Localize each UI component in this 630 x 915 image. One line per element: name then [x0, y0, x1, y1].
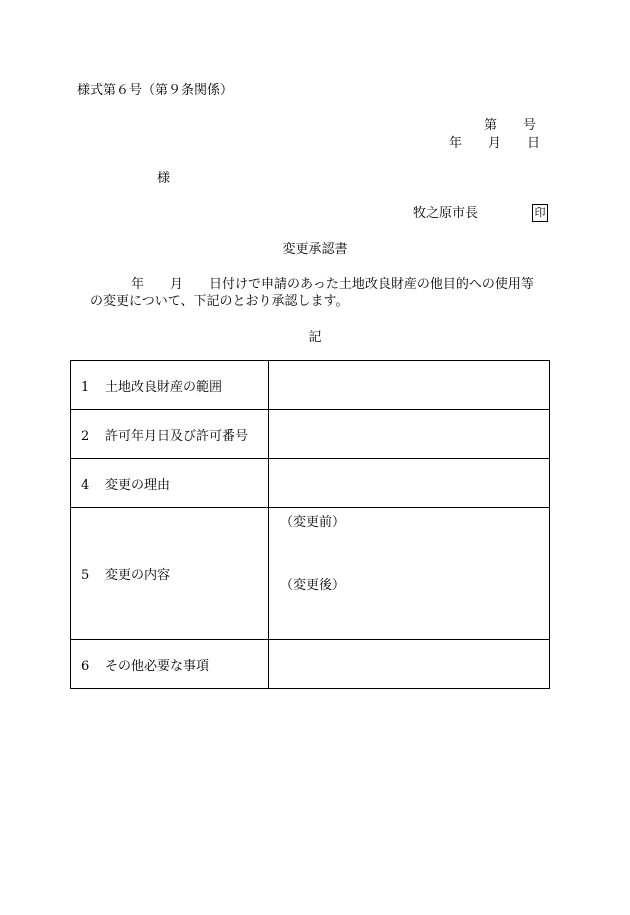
row-label — [71, 410, 269, 459]
row-number: 6 — [81, 658, 90, 674]
change-after-label: （変更後） — [279, 578, 345, 593]
row-label-text: 許可年月日及び許可番号 — [105, 428, 249, 444]
row-value-cell — [268, 508, 549, 640]
form-number: 様式第６号（第９条関係） — [77, 83, 234, 98]
table-row — [71, 640, 550, 689]
table-row — [71, 361, 550, 410]
change-content-block — [269, 508, 549, 639]
table-row — [71, 410, 550, 459]
row-value-cell — [268, 361, 549, 410]
row-number: 2 — [81, 428, 90, 444]
row-label — [71, 640, 269, 689]
row-value-cell — [268, 459, 549, 508]
body-line1-rest: 日付けで申請のあった土地改良財産の他目的への使用等 — [209, 277, 534, 292]
row-label — [71, 508, 269, 640]
document-date — [449, 136, 540, 152]
row-label-text: 土地改良財産の範囲 — [105, 379, 223, 395]
table-row — [71, 508, 550, 640]
date-year: 年 — [449, 136, 463, 151]
row-number: 5 — [81, 568, 90, 583]
document-title: 変更承認書 — [282, 242, 348, 257]
body-month: 月 — [170, 277, 184, 292]
addressee-suffix: 様 — [157, 171, 171, 186]
date-day: 日 — [527, 136, 541, 151]
body-line-2: の変更について、下記のとおり承認します。 — [90, 294, 349, 309]
seal-mark: 印 — [532, 204, 548, 222]
row-value-cell — [268, 410, 549, 459]
row-label — [71, 361, 269, 410]
items-table — [70, 360, 550, 689]
body-line-1 — [131, 277, 534, 293]
row-label-text: その他必要な事項 — [105, 658, 210, 674]
doc-number-gou: 号 — [523, 118, 537, 133]
doc-number-dai: 第 — [484, 118, 498, 133]
date-month: 月 — [488, 136, 502, 151]
row-label-text: 変更の内容 — [105, 568, 171, 583]
row-label — [71, 459, 269, 508]
change-before-label: （変更前） — [279, 515, 345, 530]
document-number — [484, 118, 536, 134]
row-number: 1 — [81, 379, 90, 395]
ki-heading: 記 — [308, 330, 322, 345]
row-label-text: 変更の理由 — [105, 477, 171, 493]
body-year: 年 — [131, 277, 145, 292]
table-row — [71, 459, 550, 508]
issuer-name: 牧之原市長 — [413, 206, 479, 221]
row-number: 4 — [81, 477, 90, 493]
row-value-cell — [268, 640, 549, 689]
